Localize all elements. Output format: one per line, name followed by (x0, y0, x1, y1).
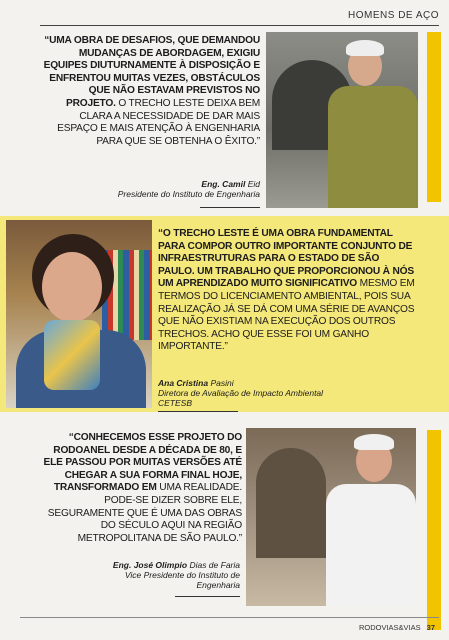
signature-rule (175, 596, 240, 597)
signature-camil-eid: Eng. Camil Eid Presidente do Instituto de Engenharia (100, 179, 260, 199)
signature-name: Eng. José Olimpio (112, 560, 188, 570)
quote-camil-eid: “UMA OBRA DE DESAFIOS, QUE DEMANDOU MUDANÇAS DE ABORDAGEM, EXIGIU EQUIPES DIUTURNAMENTE À DISPOSIÇÃO E ENFRENTOU MUITAS VEZES, OBSTÁCULOS QUE NÃO ESTAVAM PREVISTOS NO PROJETO. O TRECHO LESTE DEIXA BEM CLARA A NECESSIDADE DE DAR MAIS ESPAÇO E MAIS ATENÇÃO À ENGENHARIA PARA QUE SE OBTENHA O ÊXITO.” (43, 35, 260, 147)
photo-camil-eid (266, 32, 418, 208)
signature-ana-cristina-pasini: Ana Cristina Pasini Diretora de Avaliação de Impacto Ambiental CETESB (158, 378, 358, 408)
tunnel-arch (256, 448, 326, 558)
signature-role: Diretora de Avaliação de Impacto Ambiental CETESB (158, 388, 324, 408)
signature-jose-olimpio: Eng. José Olimpio Dias de Faria Vice Presidente do Instituto de Engenharia (90, 560, 240, 590)
person-body (328, 86, 418, 208)
photo-jose-olimpio (246, 428, 416, 606)
signature-rule (158, 411, 238, 412)
signature-name: Ana Cristina (158, 378, 209, 388)
photo-ana-cristina-pasini (6, 220, 152, 408)
signature-name: Eng. Camil (201, 179, 246, 189)
accent-bar-top (427, 32, 441, 202)
footer-rule (20, 617, 439, 618)
quote-jose-olimpio: “CONHECEMOS ESSE PROJETO DO RODOANEL DESDE A DÉCADA DE 80, E ELE PASSOU POR MUITAS VERSÕES ATÉ CHEGAR A SUA FORMA FINAL HOJE, TRANSFORMADO EM UMA REALIDADE. PODE-SE DIZER SOBRE ELE, SEGURAMENTE QUE É UMA DAS OBRAS DO SÉCULO AQUI NA REGIÃO METROPOLITANA DE SÃO PAULO.” (43, 432, 242, 544)
signature-rule (200, 207, 260, 208)
page-footer (359, 623, 435, 632)
person-scarf (44, 320, 100, 390)
accent-bar-bottom (427, 430, 441, 630)
section-title: HOMENS DE AÇO (348, 10, 439, 21)
person-hair (346, 40, 384, 56)
person-body (326, 484, 416, 606)
person-face (42, 252, 102, 322)
signature-role: Presidente do Instituto de Engenharia (117, 189, 260, 199)
page-number: 37 (426, 623, 435, 632)
signature-role: Vice Presidente do Instituto de Engenharia (124, 570, 240, 590)
person-hair (354, 434, 394, 450)
quote-ana-cristina-pasini: “O TRECHO LESTE É UMA OBRA FUNDAMENTAL PARA COMPOR OUTRO IMPORTANTE CONJUNTO DE INFRAESTRUTURAS PARA O ESTADO DE SÃO PAULO. UM TRABALHO QUE PROPORCIONOU À NÓS UM APRENDIZADO MUITO SIGNIFICATIVO MESMO EM TERMOS DO LICENCIAMENTO AMBIENTAL, POIS SUA REALIZAÇÃO JÁ SE DÁ COM UMA SÉRIE DE AVANÇOS QUE NÃO EXISTIAM NA EXECUÇÃO DOS OUTROS TRECHOS. ACHO QUE ESSE FOI UM GANHO IMPORTANTE.” (158, 228, 415, 353)
header-rule (40, 25, 439, 26)
publication-name: RODOVIAS&VIAS (358, 623, 421, 632)
